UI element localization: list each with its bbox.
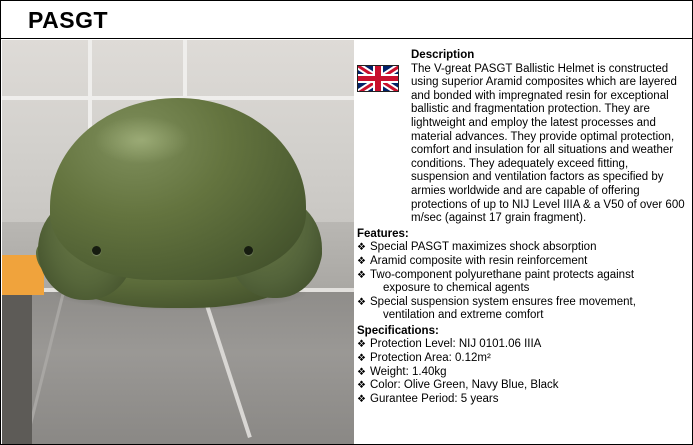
pasgt-helmet — [36, 98, 322, 298]
list-item — [357, 352, 687, 366]
photo-dark-accent — [2, 295, 32, 444]
list-item — [357, 255, 687, 269]
diamond-bullet-icon: ❖ — [357, 242, 366, 254]
page-title: PASGT — [28, 7, 109, 33]
specifications-list — [357, 338, 687, 406]
features-heading: Features: — [357, 227, 409, 240]
list-item-text: Two-component polyurethane paint protects against — [370, 268, 635, 281]
helmet-highlight — [94, 116, 190, 164]
title-bar — [1, 1, 692, 39]
list-item-text: Weight: 1.40kg — [370, 365, 447, 378]
list-item-text: Special PASGT maximizes shock absorption — [370, 241, 597, 254]
diamond-bullet-icon: ❖ — [357, 353, 366, 365]
helmet-left-mounting-hole — [92, 246, 101, 255]
diamond-bullet-icon: ❖ — [357, 255, 366, 267]
photo-background-lower — [2, 292, 354, 444]
description-text: The V-great PASGT Ballistic Helmet is constructed using superior Aramid composites which are layered and bonded with impregnated resin for exceptional ballistic and fragmentation protection. They are lightweight and employ the latest processes and material advances. They provide optimal protection, comfort and insulation for all situations and weather conditions. They adequately exceed fitting, suspension and ventilation factors as specified by armies worldwide and are capable of offering protections of up to NIJ Level IIIA & a V50 of over 600 m/sec (against 17 grain fragment). — [411, 62, 685, 225]
list-item-text: Color: Olive Green, Navy Blue, Black — [370, 379, 559, 392]
photo-grid-line-vertical-right — [183, 40, 187, 100]
description-heading: Description — [411, 49, 475, 61]
specifications-heading: Specifications: — [357, 324, 439, 337]
list-item — [357, 269, 687, 296]
helmet-right-mounting-hole — [244, 246, 253, 255]
diamond-bullet-icon: ❖ — [357, 269, 366, 281]
list-item — [357, 379, 687, 393]
product-image — [2, 40, 354, 444]
list-item — [357, 338, 687, 352]
list-item-continuation: ventilation and extreme comfort — [383, 309, 544, 322]
list-item — [357, 296, 687, 323]
description-block — [411, 49, 687, 226]
diamond-bullet-icon: ❖ — [357, 296, 366, 308]
list-item — [357, 366, 687, 380]
list-item — [357, 393, 687, 407]
product-details — [357, 49, 687, 406]
list-item-text: Gurantee Period: 5 years — [370, 392, 499, 405]
list-item-text: Special suspension system ensures free movement, — [370, 295, 636, 308]
diamond-bullet-icon: ❖ — [357, 366, 366, 378]
list-item-text: Aramid composite with resin reinforcement — [370, 254, 588, 267]
diamond-bullet-icon: ❖ — [357, 380, 366, 392]
diamond-bullet-icon: ❖ — [357, 339, 366, 351]
list-item-text: Protection Level: NIJ 0101.06 IIIA — [370, 338, 542, 351]
features-list — [357, 241, 687, 323]
diamond-bullet-icon: ❖ — [357, 393, 366, 405]
united-kingdom-flag-icon — [357, 65, 399, 92]
list-item-text: Protection Area: 0.12m² — [370, 352, 491, 365]
list-item — [357, 241, 687, 255]
list-item-continuation: exposure to chemical agents — [383, 282, 530, 295]
